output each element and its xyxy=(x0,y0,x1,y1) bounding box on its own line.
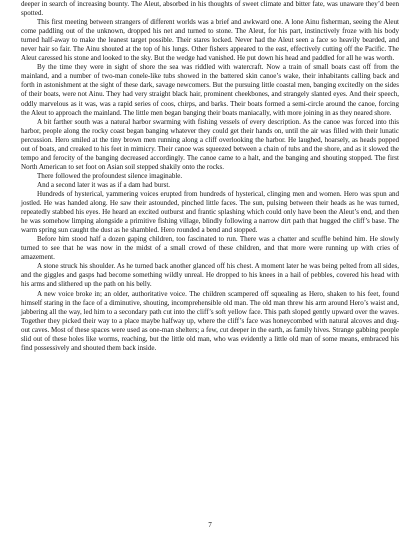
paragraph-harbor: A bit farther south was a natural harbor swarming with fishing vessels of every description. As the canoe was forced into this harbor, people along the rocky coast began banging whatever they could get their hands on, until the air was filled with their lunatic percussion. Hero smiled at the tiny brown men running along a cliff overlooking the harbor. He laughed, hoarsely, as heads popped out of boats, and creaked to his feet in mimicry. Their canoe was squeezed between a chain of tubs and the shore, and as it slowed the tempo and ferocity of the banging decreased accordingly. The canoe came to a halt, and the banging and shouting stopped. The first North American to set foot on Asian soil stepped shakily onto the rocks. xyxy=(21,117,399,171)
paragraph-continuation: deeper in search of increasing bounty. The Aleut, absorbed in his thoughts of sweet climate and bitter fate, was unaware they’d been spotted. xyxy=(21,0,399,18)
paragraph-old-man: A new voice broke in; an older, authoritative voice. The children scampered off squealing as Hero, shaken to his feet, found himself staring in the face of a diminutive, shouting, incomprehensible old man. The old man threw his arm around Hero’s waist and, jabbering all the way, led him to a secondary path cut into the cliff’s soft yellow face. This path sloped gently upward over the waves. Together they picked their way to a place maybe halfway up, where the cliff’s face was honeycombed with natural alcoves and dug-out caves. Most of these spaces were used as one-man shelters; a few, cut deeper in the earth, as family hives. Strange gabbing people slid out of these holes like worms, reaching, but the little old man, who was evidently a little old man of some means, embraced his find possessively and shouted them back inside. xyxy=(21,289,399,352)
paragraph-silence: There followed the profoundest silence imaginable. xyxy=(37,171,183,180)
paragraph-children: Before him stood half a dozen gaping children, too fascinated to run. There was a chatter and scuffle behind him. He slowly turned to see that he was now in the midst of a small crowd of these children, and that more were running up with cries of amazement. xyxy=(21,235,399,262)
paragraph-crowd: Hundreds of hysterical, yammering voices erupted from hundreds of hysterical, clinging men and women. Hero was spun and jostled. He was handed along. He saw their astounded, pinched little faces. The sun, pulsing between their heads as he was turned, repeatedly stabbed his eyes. He heard an excited outburst and frantic splashing which could only have been the Aleut’s end, and then he was somehow limping alongside a primitive fishing village, blindly following a narrow dirt path that hugged the cliff’s base. The warm spring sun caught the dust as he shambled. Hero rounded a bend and stopped. xyxy=(21,189,399,235)
paragraph-first-meeting: This first meeting between strangers of different worlds was a brief and awkward one. A lone Ainu fisherman, seeing the Aleut come paddling out of the unknown, dropped his net and turned to stone. The Aleut, for his part, instinctively froze with his body turned half-away to make the leanest target possible. Their stares locked. Never had the Aleut seen a face so heavily bearded, and never hair so fair. The Ainu shouted at the top of his lungs. Other fishers appeared to the east, effectively cutting off the Pacific. The Aleut caressed his stone and looked to the sky. But the wedge had vanished. He put down his head and paddled for all he was worth. xyxy=(21,18,399,63)
paragraph-shore-watercraft: By the time they were in sight of shore the sea was riddled with watercraft. Now a train of small boats cast off from the mainland, and a number of two-man conele-like tubs showed in the battered skin canoe’s wake, their inhabitants calling back and forth in astonishment at the sight of these dark, savage newcomers. But the pursuing little coastal men, banging excitedly on the sides of their boats, were not Ainu. They had very straight black hair, prominent cheekbones, and strangely slanted eyes. And their speech, oddly marvelous as it was, was a rapid series of coos, chirps, and barks. Their boats formed a semi-circle around the canoe, forcing the Aleut to approach the mainland. The little men began banging their boats maniacally, with more joining in as they neared shore. xyxy=(21,63,399,117)
paragraph-dam-burst: And a second later it was as if a dam had burst. xyxy=(37,180,171,189)
page-number: 7 xyxy=(208,521,212,529)
paragraph-stones: A stone struck his shoulder. As he turned back another glanced off his chest. A moment later he was being pelted from all sides, and the giggles and gasps had become something wildly unreal. He dropped to his knees in a hail of pebbles, covered his head with his arms and slithered up the path on his belly. xyxy=(21,262,399,289)
book-page xyxy=(21,0,399,544)
